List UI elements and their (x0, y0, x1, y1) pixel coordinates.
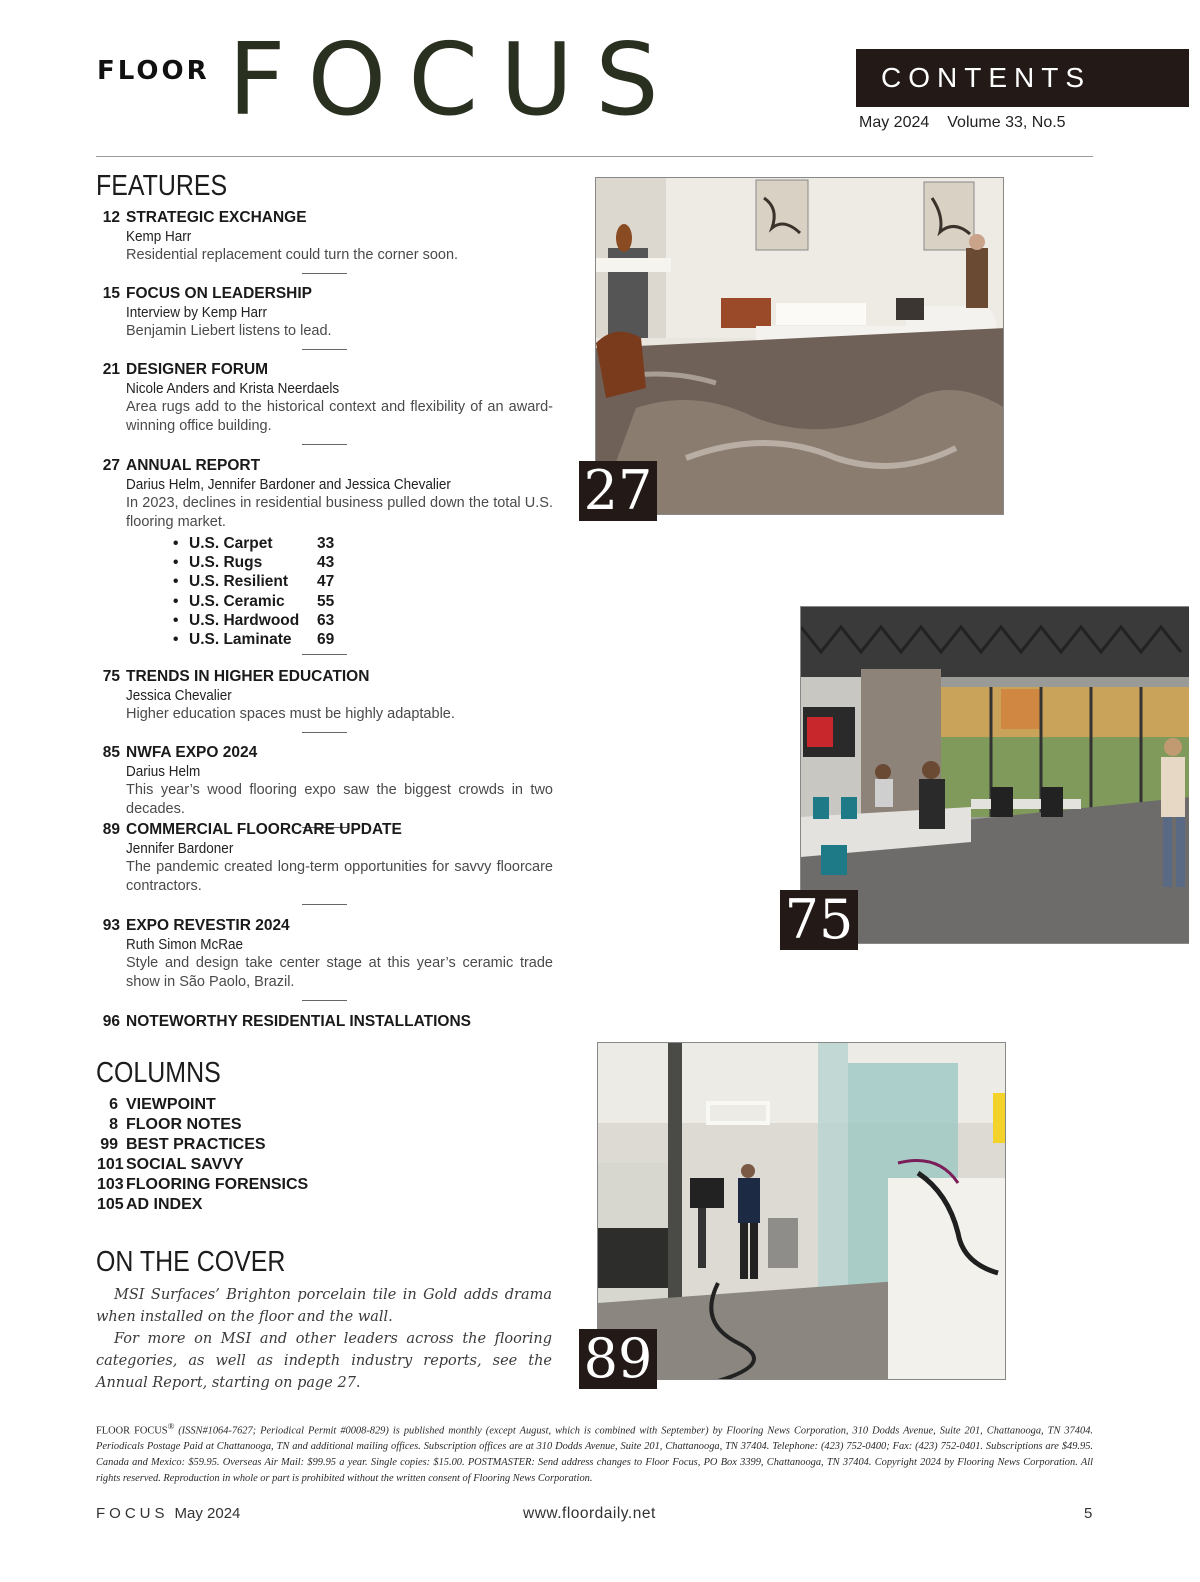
cover-heading: ON THE COVER (96, 1246, 286, 1278)
page-number: 5 (1084, 1505, 1093, 1522)
feature-desc: Higher education spaces must be highly adaptable. (126, 706, 455, 722)
feature-title: COMMERCIAL FLOORCARE UPDATE (126, 821, 402, 838)
feature-author: Interview by Kemp Harr (126, 304, 268, 321)
footer-url[interactable]: www.floordaily.net (523, 1505, 656, 1522)
header-rule (96, 156, 1093, 157)
feature-entry[interactable] (97, 743, 557, 828)
issue-volume: Volume 33, No.5 (947, 114, 1066, 131)
feature-title: NOTEWORTHY RESIDENTIAL INSTALLATIONS (126, 1013, 472, 1030)
cover-paragraph-2: For more on MSI and other leaders across the flooring categories, as well as indepth industry reports, see the Annual Report, starting on page 27. (96, 1331, 552, 1391)
annual-report-sublist (173, 534, 557, 649)
feature-desc: This year’s wood flooring expo saw the biggest crowds in two decades. (126, 782, 553, 817)
list-item[interactable]: • U.S. Hardwood 63 (173, 611, 335, 629)
feature-entry[interactable] (97, 667, 557, 733)
feature-page: 93 (102, 917, 120, 934)
feature-desc: In 2023, declines in residential business pulled down the total U.S. flooring market. (126, 495, 553, 530)
issue-date: May 2024 (859, 114, 930, 131)
feature-entry[interactable] (97, 360, 557, 445)
list-item[interactable]: • U.S. Rugs 43 (173, 554, 335, 572)
list-item[interactable]: 101 SOCIAL SAVVY (97, 1156, 244, 1173)
list-item[interactable]: • U.S. Ceramic 55 (173, 592, 335, 610)
list-item[interactable]: • U.S. Carpet 33 (173, 535, 335, 552)
feature-page: 15 (102, 285, 120, 302)
feature-title: ANNUAL REPORT (126, 457, 261, 474)
feature-entry[interactable] (97, 284, 557, 350)
feature-desc: The pandemic created long-term opportunities for savvy floorcare contractors. (126, 859, 553, 894)
feature-page: 96 (102, 1013, 120, 1030)
feature-desc: Residential replacement could turn the corner soon. (126, 247, 459, 263)
feature-page: 12 (102, 209, 120, 226)
publication-notice (96, 1418, 1093, 1487)
feature-desc: Style and design take center stage at this year’s ceramic trade show in São Paolo, Brazil. (126, 955, 553, 990)
feature-title: NWFA EXPO 2024 (126, 744, 258, 761)
feature-page: 85 (102, 744, 120, 761)
list-item[interactable]: • U.S. Laminate 69 (173, 631, 335, 649)
page-badge-75: 75 (780, 890, 858, 950)
registered-mark: ® (167, 1421, 175, 1431)
feature-title: EXPO REVESTIR 2024 (126, 917, 290, 934)
list-item[interactable]: 103 FLOORING FORENSICS (97, 1176, 309, 1193)
cover-paragraph-1: MSI Surfaces’ Brighton porcelain tile in Gold adds drama when installed on the floor and the wall. (96, 1287, 552, 1325)
notice-text: (ISSN#1064-7627; Periodical Permit #0008-829) is published monthly (except August, which is combined with September) by Flooring News Corporation, 310 Dodds Avenue, Suite 201, Chattanooga, TN 37404. Periodicals Postage Paid at Chattanooga, TN and additional mailing offices. Subscription offices are at 310 Dodds Avenue, Suite 201, Chattanooga, TN 37404. Telephone: (423) 752-0400; Fax: (423) 752-0401. Subscriptions are $49.95. Canada and Mexico: $59.95. Overseas Air Mail: $99.95 a year. Single copies: $15.00. POSTMASTER: Send address changes to Floor Focus, PO Box 3399, Chattanooga, TN 37404. Copyright 2024 by Flooring News Corporation. All rights reserved. Reproduction in whole or part is prohibited without the written consent of Flooring News Corporation. (96, 1425, 1093, 1485)
footer-issue (96, 1505, 240, 1522)
feature-page: 27 (102, 457, 120, 474)
masthead-floor: FLOOR (97, 56, 210, 86)
feature-entry[interactable] (97, 1012, 557, 1031)
list-item[interactable]: 105 AD INDEX (97, 1196, 203, 1213)
feature-title: FOCUS ON LEADERSHIP (126, 285, 313, 302)
feature-author: Kemp Harr (126, 228, 192, 245)
feature-entry[interactable] (97, 208, 557, 274)
feature-entry[interactable] (97, 916, 557, 1001)
campus-space-photo (800, 606, 1189, 944)
list-item[interactable]: 8 FLOOR NOTES (109, 1116, 242, 1133)
feature-desc: Benjamin Liebert listens to lead. (126, 323, 332, 339)
masthead-focus: FOCUS (228, 21, 681, 138)
feature-page: 21 (102, 361, 120, 378)
page-badge-89: 89 (579, 1329, 657, 1389)
separator (302, 654, 347, 655)
separator (302, 349, 347, 350)
feature-title: DESIGNER FORUM (126, 361, 269, 378)
feature-author: Ruth Simon McRae (126, 936, 244, 953)
feature-title: STRATEGIC EXCHANGE (126, 209, 307, 226)
feature-page: 89 (102, 821, 120, 838)
feature-page: 75 (102, 668, 120, 685)
separator (302, 904, 347, 905)
columns-list (97, 1095, 308, 1215)
footer-brand: FOCUS (96, 1505, 169, 1522)
columns-heading: COLUMNS (96, 1057, 221, 1089)
separator (302, 444, 347, 445)
feature-entry[interactable] (97, 820, 557, 905)
feature-author: Darius Helm, Jennifer Bardoner and Jessica Chevalier (126, 476, 451, 493)
feature-author: Nicole Anders and Krista Neerdaels (126, 380, 340, 397)
issue-line (859, 114, 1066, 132)
footer-date: May 2024 (174, 1505, 241, 1522)
feature-author: Darius Helm (126, 763, 201, 780)
contents-label: CONTENTS (856, 49, 1189, 107)
feature-title: TRENDS IN HIGHER EDUCATION (126, 668, 370, 685)
floorcare-photo (597, 1042, 1006, 1380)
feature-author: Jessica Chevalier (126, 687, 232, 704)
feature-desc: Area rugs add to the historical context and flexibility of an award-winning office building. (126, 399, 553, 434)
feature-entry[interactable] (97, 456, 557, 655)
separator (302, 273, 347, 274)
list-item[interactable]: 6 VIEWPOINT (109, 1096, 216, 1113)
feature-author: Jennifer Bardoner (126, 840, 234, 857)
features-heading: FEATURES (96, 170, 228, 202)
separator (302, 732, 347, 733)
notice-brand: FLOOR FOCUS (96, 1425, 168, 1437)
list-item[interactable]: • U.S. Resilient 47 (173, 573, 335, 591)
page-badge-27: 27 (579, 461, 657, 521)
separator (302, 1000, 347, 1001)
list-item[interactable]: 99 BEST PRACTICES (100, 1136, 266, 1153)
